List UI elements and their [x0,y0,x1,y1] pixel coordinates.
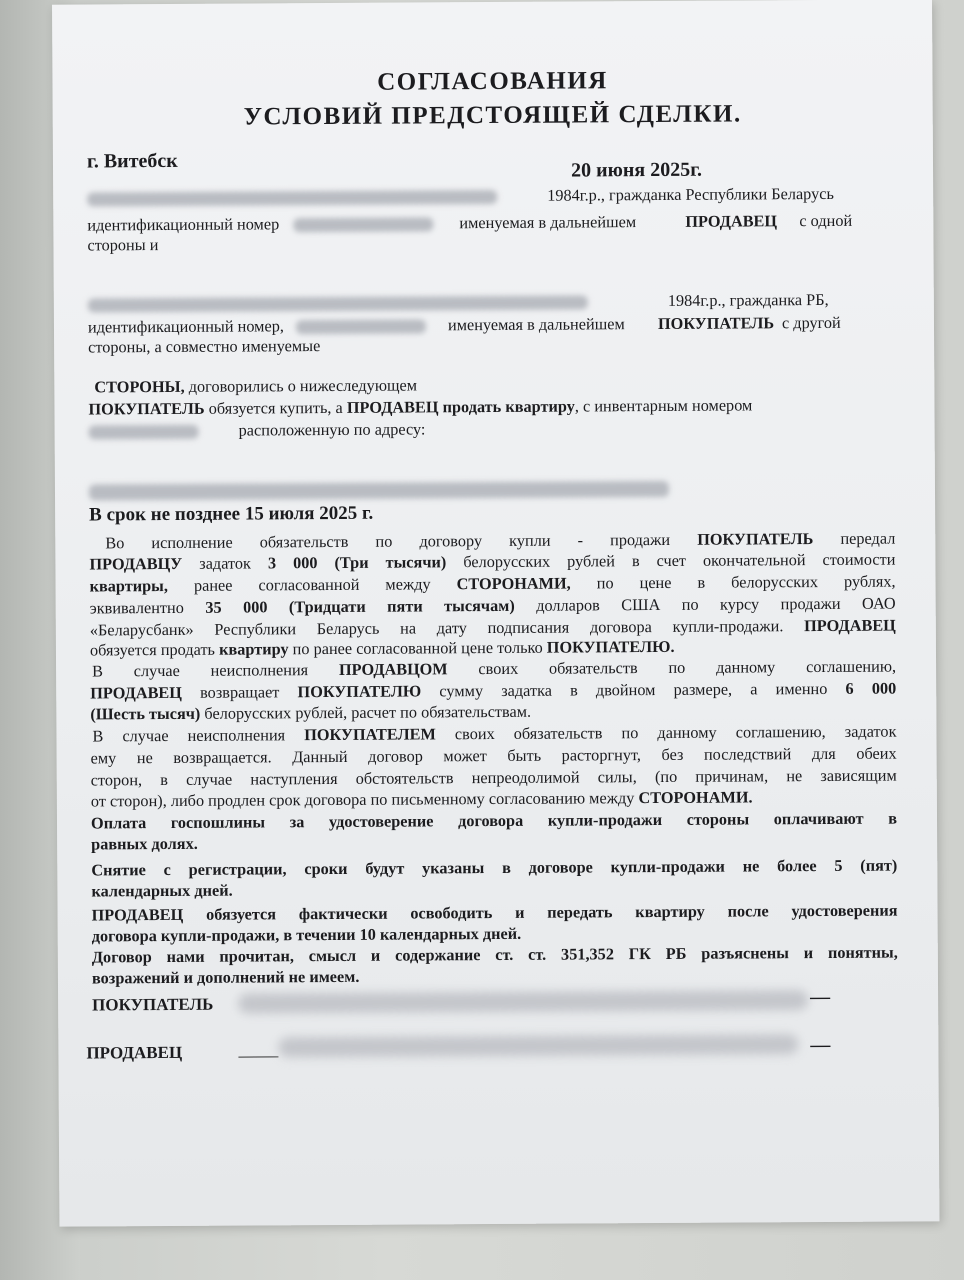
p2-line2: ПРОДАВЕЦ возвращает ПОКУПАТЕЛЮ сумму задатка в двойном размере, а именно 6 000 [90,678,897,703]
p1-line2: ПРОДАВЦУ задаток 3 000 (Три тысячи) белорусских рублей в счет окончательной стоимости [89,549,896,574]
dereg-line1: Снятие с регистрации, сроки будут указаны в договоре купли-продажи не более 5 (пят) [91,855,898,880]
buyer-name-line: 1984г.р., гражданка РБ, [88,291,894,314]
p3-line2: ему не возвращается. Данный договор может быть расторгнут, без последствий для обеих [90,743,897,768]
p3-line4: от сторон), либо продлен срок договора по письменному согласованию между СТОРОНАМИ. [90,787,753,811]
doc-city: г. Витебск [86,149,178,173]
fee-line1: Оплата госпошлины за удостоверение договора купли-продажи стороны оплачивают в [90,808,898,833]
doc-date: 20 июня 2025г. [570,158,703,182]
seller-signature-label: ПРОДАВЕЦ [86,1042,183,1063]
buyer-id-line: идентификационный номер, именуемая в дальнейшем ПОКУПАТЕЛЬ с другой [87,312,841,337]
buyer-signature-label: ПОКУПАТЕЛЬ [92,994,214,1015]
seller-signature-line [238,1055,278,1057]
p1-line4: эквивалентно 35 000 (Тридцати пяти тысячам) долларов США по курсу продажи ОАО [89,593,896,618]
p2-line3: (Шесть тысяч) белорусских рублей, расчет по обязательствам. [90,701,532,724]
read-line1: Договор нами прочитан, смысл и содержание ст. ст. 351,352 ГК РБ разъяснены и понятны, [91,942,898,967]
address-label-line: расположенную по адресу: [89,418,895,441]
p1-line6: обязуется продать квартиру по ранее согласованной цене только ПОКУПАТЕЛЮ. [89,636,675,660]
p1-line1: Во исполнение обязательств по договору купли - продажи ПОКУПАТЕЛЬ передал [105,528,896,553]
document-sheet [52,0,939,1227]
redacted-seller-signature [278,1034,798,1057]
doc-title-line2: УСЛОВИЙ ПРЕДСТОЯЩЕЙ СДЕЛКИ. [243,100,742,131]
seller-name-line: 1984г.р., гражданка Республики Беларусь [87,185,893,208]
address-line [89,478,895,501]
redacted-seller-id [293,218,433,233]
redacted-inventory-number [89,425,199,440]
p2-line1: В случае неисполнения ПРОДАВЦОМ своих обязательств по данному соглашению, [92,656,897,681]
seller-id-line: идентификационный номер именуемая в дальнейшем ПРОДАВЕЦ с одной [87,210,853,235]
dereg-line2: календарных дней. [91,880,233,901]
p1-line3: квартиры, ранее согласованной между СТОРОНАМИ, по цене в белорусских рублях, [89,571,896,596]
release-line2: договора купли-продажи, в течении 10 календарных дней. [91,923,522,946]
redacted-address [89,481,669,501]
buyer-tail: стороны, а совместно именуемые [88,336,321,357]
p3-line1: В случае неисполнения ПОКУПАТЕЛЕМ своих обязательств по данному соглашению, задаток [92,721,897,746]
subject-line: ПОКУПАТЕЛЬ обязуется купить, а ПРОДАВЕЦ продать квартиру, с инвентарным номером [88,395,753,419]
read-line2: возражений и дополнений не имеем. [91,966,360,988]
release-line1: ПРОДАВЕЦ обязуется фактически освободить и передать квартиру после удостоверения [91,900,898,925]
seller-signature-dash: — [810,1033,831,1057]
p1-line5: «Беларусбанк» Республики Беларусь на дату подписания договора купли-продажи. ПРОДАВЕЦ [89,615,896,640]
doc-title-line1: СОГЛАСОВАНИЯ [377,67,608,96]
redacted-seller-name [87,190,497,207]
deadline: В срок не позднее 15 июля 2025 г. [89,502,374,526]
redacted-buyer-signature [238,990,808,1013]
seller-tail: стороны и [87,235,159,255]
redacted-buyer-name [88,296,588,313]
fee-line2: равных долях. [91,833,198,854]
buyer-signature-dash: — [810,985,831,1009]
p3-line3: сторон, в случае наступления обстоятельств непреодолимой силы, (по причинам, не зависящим [90,765,897,790]
parties-line: СТОРОНЫ, договорились о нижеследующем [94,375,418,397]
redacted-buyer-id [296,320,426,335]
